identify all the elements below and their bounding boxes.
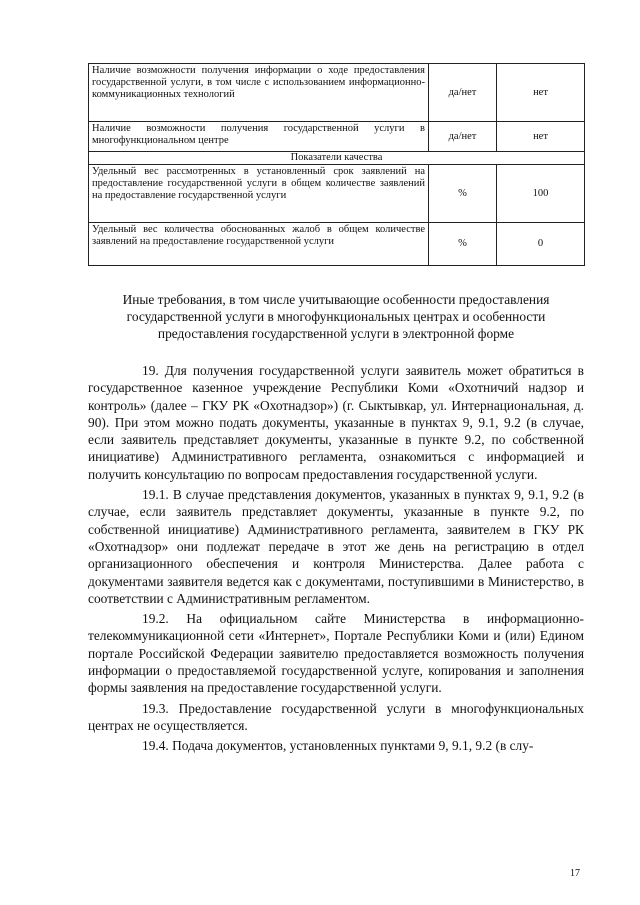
indicator-value: нет	[497, 122, 585, 152]
paragraph: 19.4. Подача документов, установленных пунктами 9, 9.1, 9.2 (в слу-	[142, 738, 534, 754]
indicator-description: Наличие возможности получения информации о ходе предоставления государственной услуги, в том числе с использованием информационно-коммуникационных технологий	[89, 64, 429, 122]
indicator-value: 100	[497, 165, 585, 223]
indicators-table	[88, 63, 585, 266]
indicator-unit: %	[429, 223, 497, 266]
table-row	[89, 223, 585, 266]
indicator-description: Удельный вес количества обоснованных жалоб в общем количестве заявлений на предоставление государственной услуги	[89, 223, 429, 266]
indicator-unit: да/нет	[429, 64, 497, 122]
indicator-value: 0	[497, 223, 585, 266]
page-number: 17	[570, 868, 580, 879]
paragraph: 19.3. Предоставление государственной услуги в многофункциональных центрах не осуществляется.	[88, 700, 584, 733]
section-label: Показатели качества	[89, 152, 585, 165]
indicator-value: нет	[497, 64, 585, 122]
document-body	[88, 362, 584, 758]
table-section-row	[89, 152, 585, 165]
table-row	[89, 165, 585, 223]
table-row	[89, 64, 585, 122]
paragraph: 19.2. На официальном сайте Министерства в информационно-телекоммуникационной сети «Интернет», Портале Республики Коми и (или) Едином портале Российской Федерации заявителю предоставляется возможность получения информации о предоставляемой государственной услуге, копирования и заполнения формы заявления на предоставление государственной услуги.	[88, 611, 584, 696]
table-row	[89, 122, 585, 152]
paragraph: 19. Для получения государственной услуги заявитель может обратиться в государственное казенное учреждение Республики Коми «Охотничий надзор и контроль» (далее – ГКУ РК «Охотнадзор») (г. Сыктывкар, ул. Интернациональная, д. 90). При этом можно подать документы, указанные в пунктах 9, 9.1, 9.2 (в случае, если заявитель представляет документы, указанные в пункте 9.2, по собственной инициативе) Административного регламента, ознакомиться с информацией и получить консультацию по вопросам предоставления государственной услуги.	[88, 363, 584, 482]
indicator-description: Удельный вес рассмотренных в установленный срок заявлений на предоставление государственной услуги в общем количестве заявлений на предоставление государственной услуги	[89, 165, 429, 223]
indicator-unit: да/нет	[429, 122, 497, 152]
paragraph: 19.1. В случае представления документов, указанных в пунктах 9, 9.1, 9.2 (в случае, если заявитель представляет документы, указанные в пункте 9.2, по собственной инициативе) Административного регламента, заявителем в ГКУ РК «Охотнадзор» они подлежат передаче в этот же день на регистрацию в отдел организационного обеспечения и контроля Министерства. Далее работа с документами заявителя ведется как с документами, поступившими в Министерство, в соответствии с Административным регламентом.	[88, 487, 584, 606]
indicator-description: Наличие возможности получения государственной услуги в многофункциональном центре	[89, 122, 429, 152]
indicator-unit: %	[429, 165, 497, 223]
section-heading: Иные требования, в том числе учитывающие особенности предоставления государственной услуги в многофункциональных центрах и особенности предоставления государственной услуги в электронной форме	[122, 292, 550, 341]
